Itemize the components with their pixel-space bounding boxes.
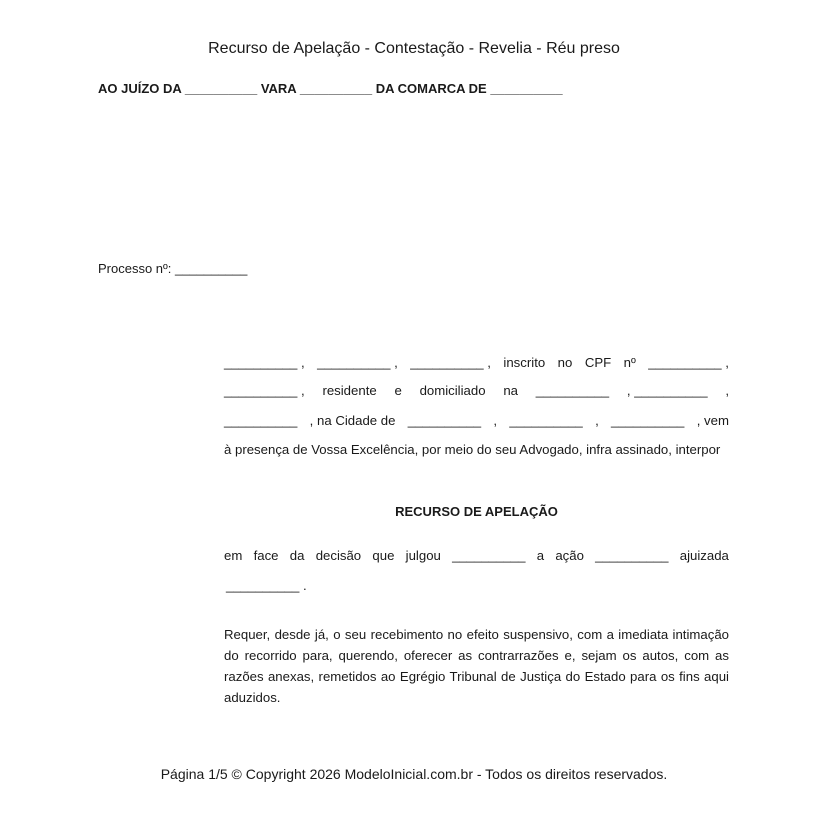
party-line-3-word: , vem xyxy=(696,413,729,428)
process-number: Processo nº: __________ xyxy=(98,261,248,276)
decision-line xyxy=(224,548,729,563)
party-line-1-word: __________ , xyxy=(410,355,491,370)
party-line-3-word: __________ xyxy=(611,413,685,428)
page-footer: Página 1/5 © Copyright 2026 ModeloInicial.com.br - Todos os direitos reservados. xyxy=(160,766,668,782)
party-line-3-word: __________ xyxy=(407,413,482,428)
decision-line-word: julgou xyxy=(405,548,441,563)
party-line-3-word: , xyxy=(493,413,498,428)
party-line-2-word: __________ , xyxy=(224,383,305,398)
party-line-3-word: __________ xyxy=(224,413,298,428)
party-line-1-word: CPF xyxy=(584,355,612,370)
party-line-1-word: no xyxy=(557,355,573,370)
party-line-2-word: e xyxy=(394,383,402,398)
presence-paragraph: à presença de Vossa Excelência, por meio do seu Advogado, infra assinado, interpor xyxy=(224,442,721,457)
decision-line-word: ajuizada xyxy=(679,548,729,563)
party-line-2-word: domiciliado xyxy=(419,383,486,398)
decision-line-word: face xyxy=(253,548,279,563)
party-line-1-word: __________ , xyxy=(224,355,305,370)
appeal-heading: RECURSO DE APELAÇÃO xyxy=(395,504,558,519)
party-line-1 xyxy=(224,355,729,370)
party-line-2-word: __________ xyxy=(535,383,610,398)
party-line-3 xyxy=(224,413,729,428)
party-line-1-word: nº xyxy=(623,355,636,370)
party-line-1-word: __________ , xyxy=(317,355,398,370)
party-line-3-word: , xyxy=(595,413,599,428)
party-line-1-word: __________ , xyxy=(648,355,729,370)
decision-line-word: __________ xyxy=(595,548,669,563)
decision-line-word: a xyxy=(536,548,545,563)
party-line-3-word: , na Cidade de xyxy=(309,413,396,428)
party-line-2-word: residente xyxy=(322,383,377,398)
party-line-2-word: , xyxy=(725,383,729,398)
party-line-2-word: na xyxy=(503,383,518,398)
document-title: Recurso de Apelação - Contestação - Revelia - Réu preso xyxy=(208,40,620,57)
court-heading: AO JUÍZO DA __________ VARA __________ DA COMARCA DE __________ xyxy=(98,81,563,96)
decision-line-word: que xyxy=(372,548,395,563)
party-line-2-word: , __________ xyxy=(626,383,708,398)
decision-line-end: __________ . xyxy=(226,578,307,593)
decision-line-word: ação xyxy=(555,548,584,563)
decision-line-word: em xyxy=(224,548,243,563)
party-line-1-word: inscrito xyxy=(503,355,546,370)
party-line-2 xyxy=(224,383,729,398)
decision-line-word: decisão xyxy=(315,548,362,563)
decision-line-word: __________ xyxy=(452,548,526,563)
party-line-3-word: __________ xyxy=(509,413,583,428)
request-paragraph: Requer, desde já, o seu recebimento no efeito suspensivo, com a imediata intimação do recorrido para, querendo, oferecer as contrarrazões e, sejam os autos, com as razões anexas, remetidos ao Egrégio Tribunal de Justiça do Estado para os fins aqui aduzidos. xyxy=(224,627,729,705)
decision-line-word: da xyxy=(289,548,305,563)
